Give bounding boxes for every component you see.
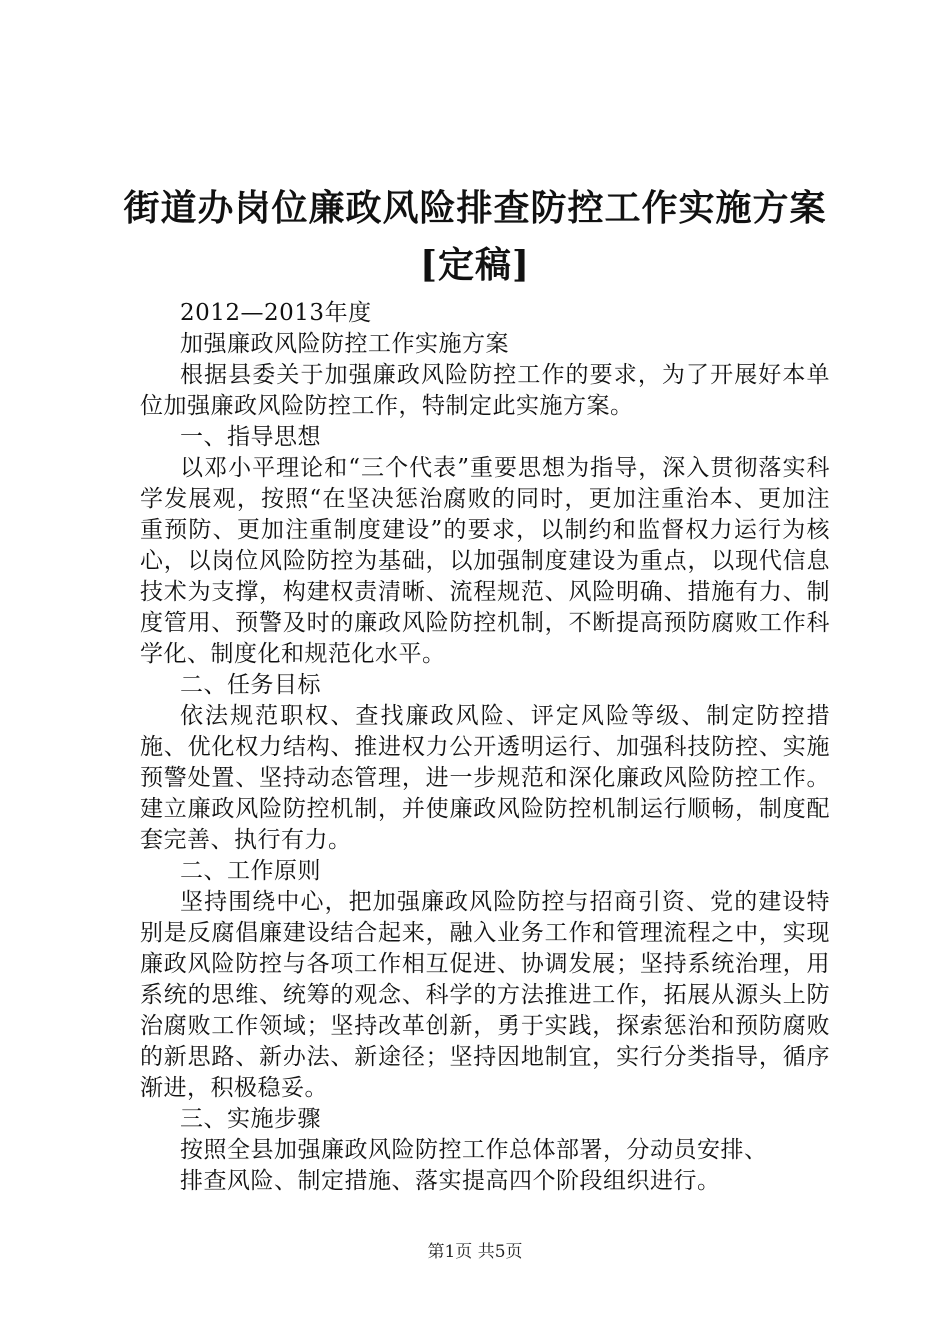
implementation-steps-line-2: 排查风险、制定措施、落实提高四个阶段组织进行。 bbox=[180, 1168, 721, 1194]
guiding-ideology-paragraph: 以邓小平理论和“三个代表”重要思想为指导，深入贯彻落实科学发展观，按照“在坚决惩治腐败的同时，更加注重治本、更加注重预防、更加注重制度建设”的要求，以制约和监督权力运行为核心，以岗位风险防控为基础，以加强制度建设为重点，以现代信息技术为支撑，构建权责清晰、流程规范、风险明确、措施有力、制度管用、预警及时的廉政风险防控机制，不断提高预防腐败工作科学化、制度化和规范化水平。 bbox=[140, 455, 830, 667]
section-heading-work-principles: 二、工作原则 bbox=[180, 858, 321, 884]
implementation-steps-line-1: 按照全县加强廉政风险防控工作总体部署，分动员安排、 bbox=[180, 1137, 768, 1163]
document-title-suffix: [定稿] bbox=[419, 244, 531, 286]
task-goals-paragraph: 依法规范职权、查找廉政风险、评定风险等级、制定防控措施、优化权力结构、推进权力公开透明运行、加强科技防控、实施预警处置、坚持动态管理，进一步规范和深化廉政风险防控工作。建立廉政风险防控机制，并使廉政风险防控机制运行顺畅，制度配套完善、执行有力。 bbox=[140, 703, 830, 853]
document-title: 街道办岗位廉政风险排查防控工作实施方案 bbox=[123, 187, 827, 229]
document-body bbox=[140, 298, 830, 1197]
subtitle-line: 加强廉政风险防控工作实施方案 bbox=[180, 331, 509, 357]
section-heading-task-goals: 二、任务目标 bbox=[180, 672, 321, 698]
work-principles-paragraph: 坚持围绕中心，把加强廉政风险防控与招商引资、党的建设特别是反腐倡廉建设结合起来，融入业务工作和管理流程之中，实现廉政风险防控与各项工作相互促进、协调发展；坚持系统治理，用系统的思维、统筹的观念、科学的方法推进工作，拓展从源头上防治腐败工作领域；坚持改革创新，勇于实践，探索惩治和预防腐败的新思路、新办法、新途径；坚持因地制宜，实行分类指导，循序渐进，积极稳妥。 bbox=[140, 889, 830, 1101]
section-heading-guiding-ideology: 一、指导思想 bbox=[180, 424, 321, 450]
year-line: 2012—2013年度 bbox=[180, 300, 372, 326]
section-heading-implementation-steps: 三、实施步骤 bbox=[180, 1106, 321, 1132]
page-number-footer: 第1页 共5页 bbox=[427, 1242, 523, 1262]
intro-paragraph: 根据县委关于加强廉政风险防控工作的要求，为了开展好本单位加强廉政风险防控工作，特制定此实施方案。 bbox=[140, 362, 830, 419]
